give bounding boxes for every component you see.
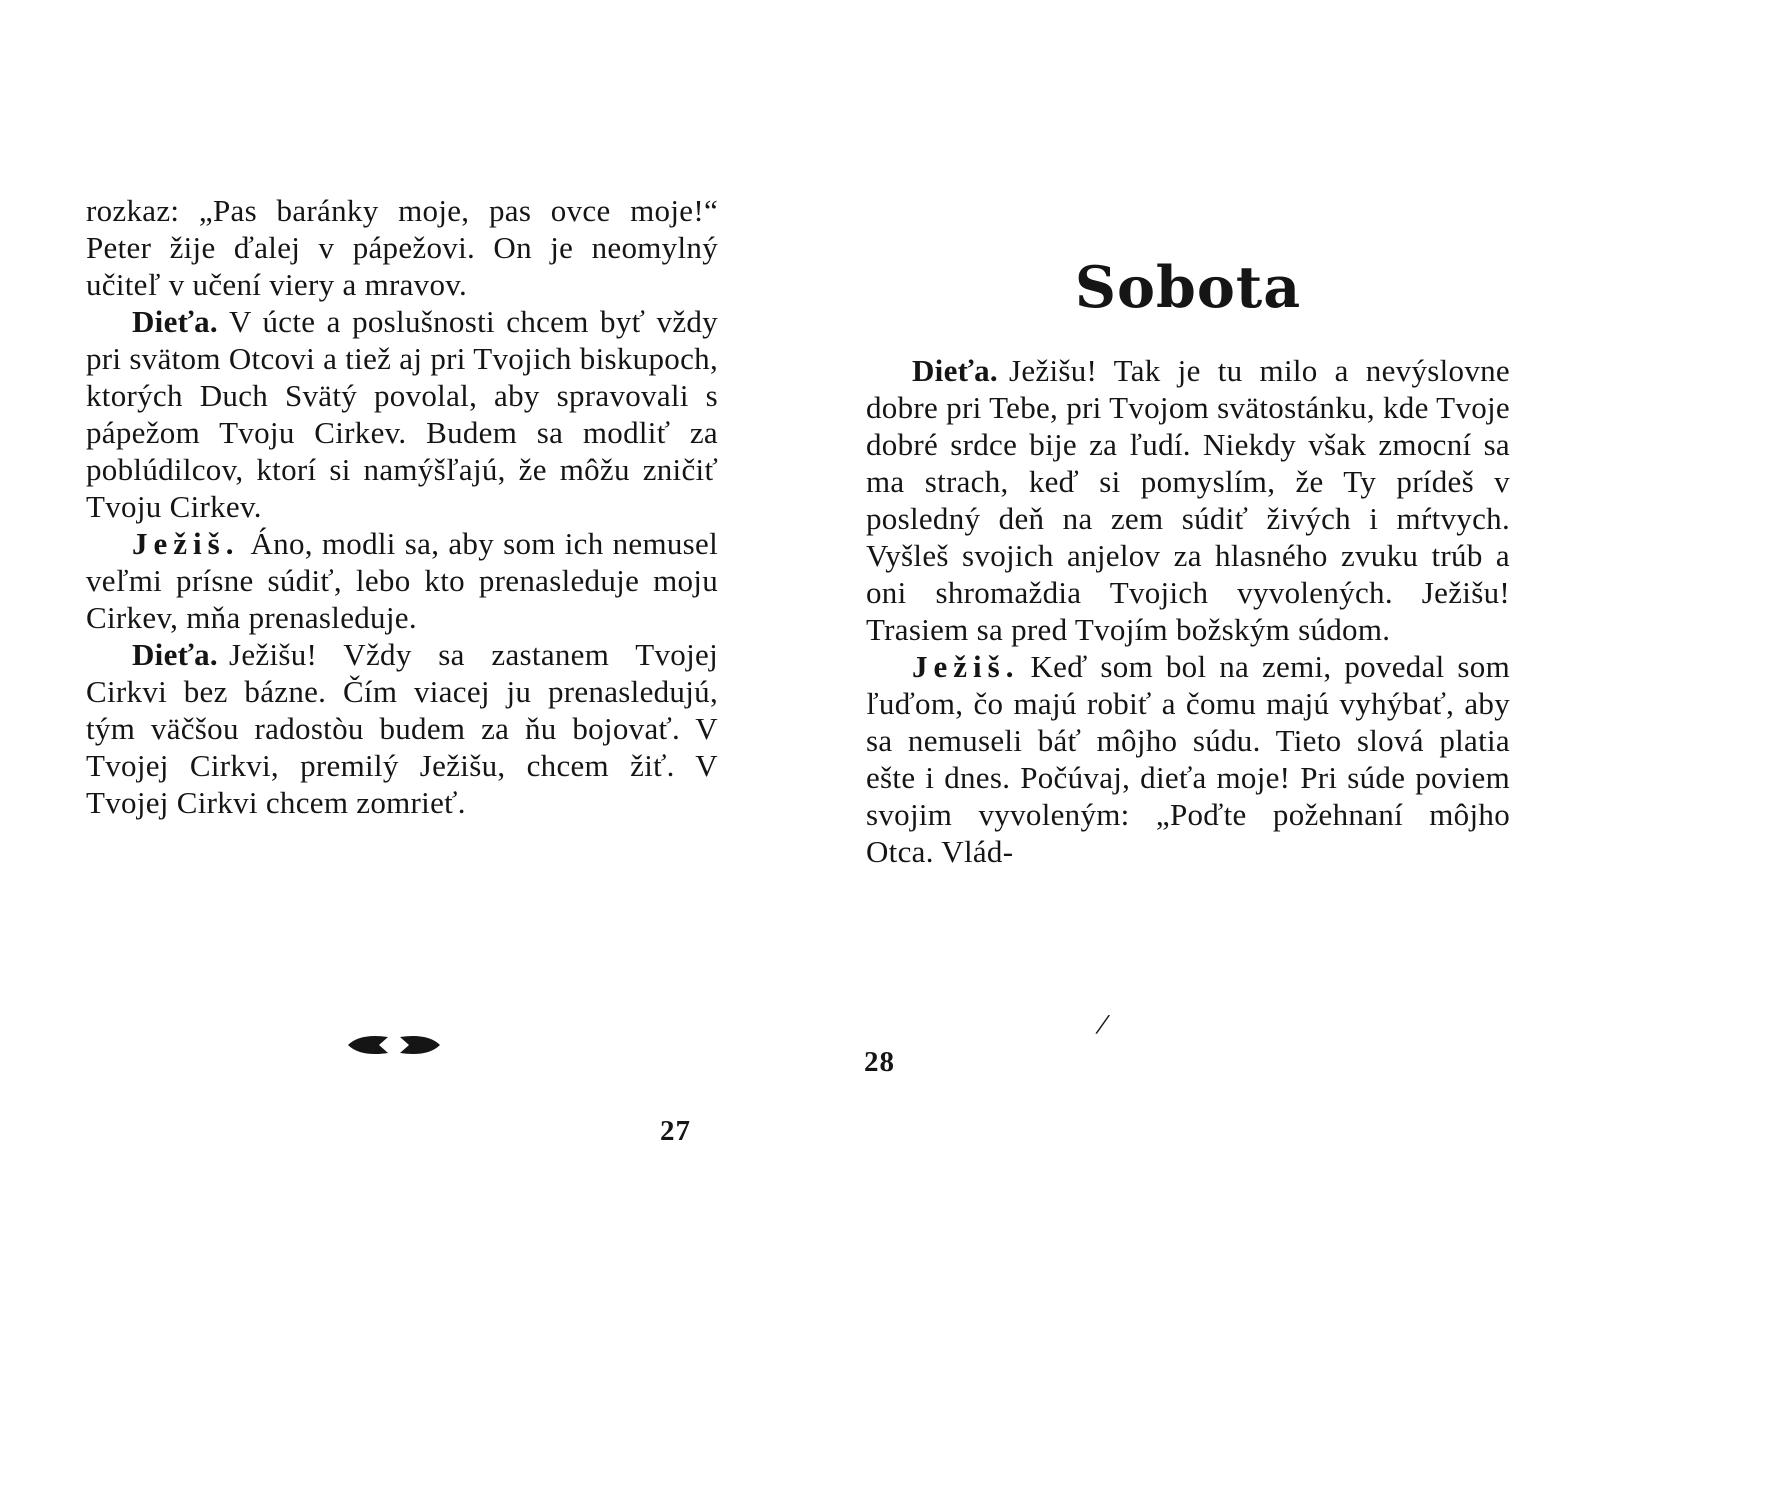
left-page-text-block [86, 192, 718, 821]
paragraph [866, 648, 1510, 870]
paragraph-text: rozkaz: „Pas baránky moje, pas ovce moje!“ Peter žije ďalej v pápežovi. On je neomylný učiteľ v učení viery a mravov. [86, 193, 718, 302]
page-heading: Sobota [1074, 254, 1302, 321]
paragraph [86, 192, 718, 303]
scan-artifact-mark: / [1095, 1007, 1109, 1042]
paragraph [86, 303, 718, 525]
speaker-label: Dieťa. [132, 637, 218, 672]
paragraph-text: Áno, modli sa, aby som ich nemusel veľmi prísne súdiť, lebo kto prenasleduje moju Cirkev, mňa prenasleduje. [86, 526, 718, 635]
paragraph-text: Keď som bol na zemi, povedal som ľuďom, čo majú robiť a čomu majú vyhýbať, aby sa nemuseli báť môjho súdu. Tieto slová platia ešte i dnes. Počúvaj, dieťa moje! Pri súde poviem svojim vyvoleným: „Poďte požehnaní môjho Otca. Vlád- [866, 649, 1510, 869]
speaker-label: Ježiš. [912, 649, 1020, 684]
paragraph [86, 525, 718, 636]
right-page-text-block [866, 254, 1510, 870]
paragraph [866, 352, 1510, 648]
paragraph-text: Ježišu! Tak je tu milo a nevýslovne dobre pri Tebe, pri Tvojom svätostánku, kde Tvoje dobré srdce bije za ľudí. Niekdy však zmocní sa ma strach, keď si pomyslím, že Ty prídeš v posledný deň na zem súdiť živých i mŕtvych. Vyšleš svojich anjelov za hlasného zvuku trúb a oni shromaždia Tvojich vyvolených. Ježišu! Trasiem sa pred Tvojím božským súdom. [866, 353, 1510, 647]
speaker-label: Ježiš. [132, 526, 240, 561]
paragraph [86, 636, 718, 821]
speaker-label: Dieťa. [912, 353, 998, 388]
speaker-label: Dieťa. [132, 304, 218, 339]
page-number: 28 [864, 1046, 895, 1078]
page-number: 27 [660, 1115, 691, 1147]
paragraph-text: V úcte a poslušnosti chcem byť vždy pri svätom Otcovi a tiež aj pri Tvojich biskupoch, ktorých Duch Svätý povolal, aby spravovali s pápežom Tvoju Cirkev. Budem sa modliť za poblúdilcov, ktorí si namýšľajú, že môžu zničiť Tvoju Cirkev. [86, 304, 718, 524]
fleuron-ornament-icon [346, 1032, 442, 1058]
paragraph-text: Ježišu! Vždy sa zastanem Tvojej Cirkvi bez bázne. Čím viacej ju prenasledujú, tým väčšou radostòu budem za ňu bojovať. V Tvojej Cirkvi, premilý Ježišu, chcem žiť. V Tvojej Cirkvi chcem zomrieť. [86, 637, 718, 820]
